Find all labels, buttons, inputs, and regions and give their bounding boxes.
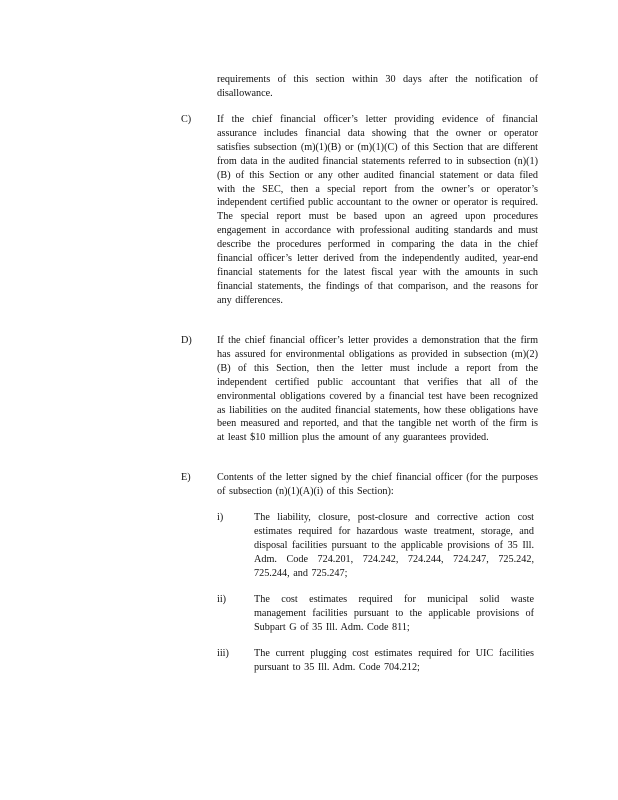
item-text-c: If the chief financial officer’s letter providing evidence of financial assurance includes financial data showing that the owner or operator satisfies subsection (m)(1)(B) or (m)(1)(C) of this Section that are different from data in the audited financial statements referred to in subsection (n)(1)(B) of this Section or any other audited financial statement or data filed with the SEC, then a special report from the owner’s or operator’s independent certified public accountant to the owner or operator is required. The special report must be based upon an agreed upon procedures engagement in accordance with professional auditing standards and must describe the procedures performed in comparing the data in the chief financial officer’s letter derived from the independently audited, year-end financial statements for the latest fiscal year with the amounts in such financial statements, the findings of that comparison, and the reasons for any differences. — [217, 114, 538, 306]
subitem-text-iii: The current plugging cost estimates required for UIC facilities pursuant to 35 Ill. Adm. Code 704.212; — [254, 648, 534, 673]
subitem-text-i: The liability, closure, post-closure and corrective action cost estimates required for hazardous waste treatment, storage, and disposal facilities pursuant to the applicable provisions of 35 Ill. Adm. Code 724.201, 724.242, 724.244, 724.247, 725.242, 725.244, and 725.247; — [254, 512, 534, 579]
subitem-label-ii: ii) — [217, 594, 227, 605]
subitem-text-ii: The cost estimates required for municipal solid waste management facilities pursuant to the applicable provisions of Subpart G of 35 Ill. Adm. Code 811; — [254, 594, 534, 633]
item-label-e: E) — [181, 472, 191, 483]
subitem-label-i: i) — [217, 512, 224, 523]
item-label-c: C) — [181, 114, 192, 125]
intro-paragraph: requirements of this section within 30 days after the notification of disallowance. — [217, 74, 538, 99]
subitem-label-iii: iii) — [217, 648, 229, 659]
item-label-d: D) — [181, 335, 192, 346]
item-text-d: If the chief financial officer’s letter provides a demonstration that the firm has assured for environmental obligations as provided in subsection (m)(2)(B) of this Section, then the letter must include a report from the independent certified public accountant that verifies that all of the environmental obligations covered by a financial test have been recognized as liabilities on the audited financial statements, how these obligations have been measured and reported, and that the tangible net worth of the firm is at least $10 million plus the amount of any guarantees provided. — [217, 335, 538, 444]
item-text-e: Contents of the letter signed by the chief financial officer (for the purposes of subsection (n)(1)(A)(i) of this Section): — [217, 472, 538, 497]
